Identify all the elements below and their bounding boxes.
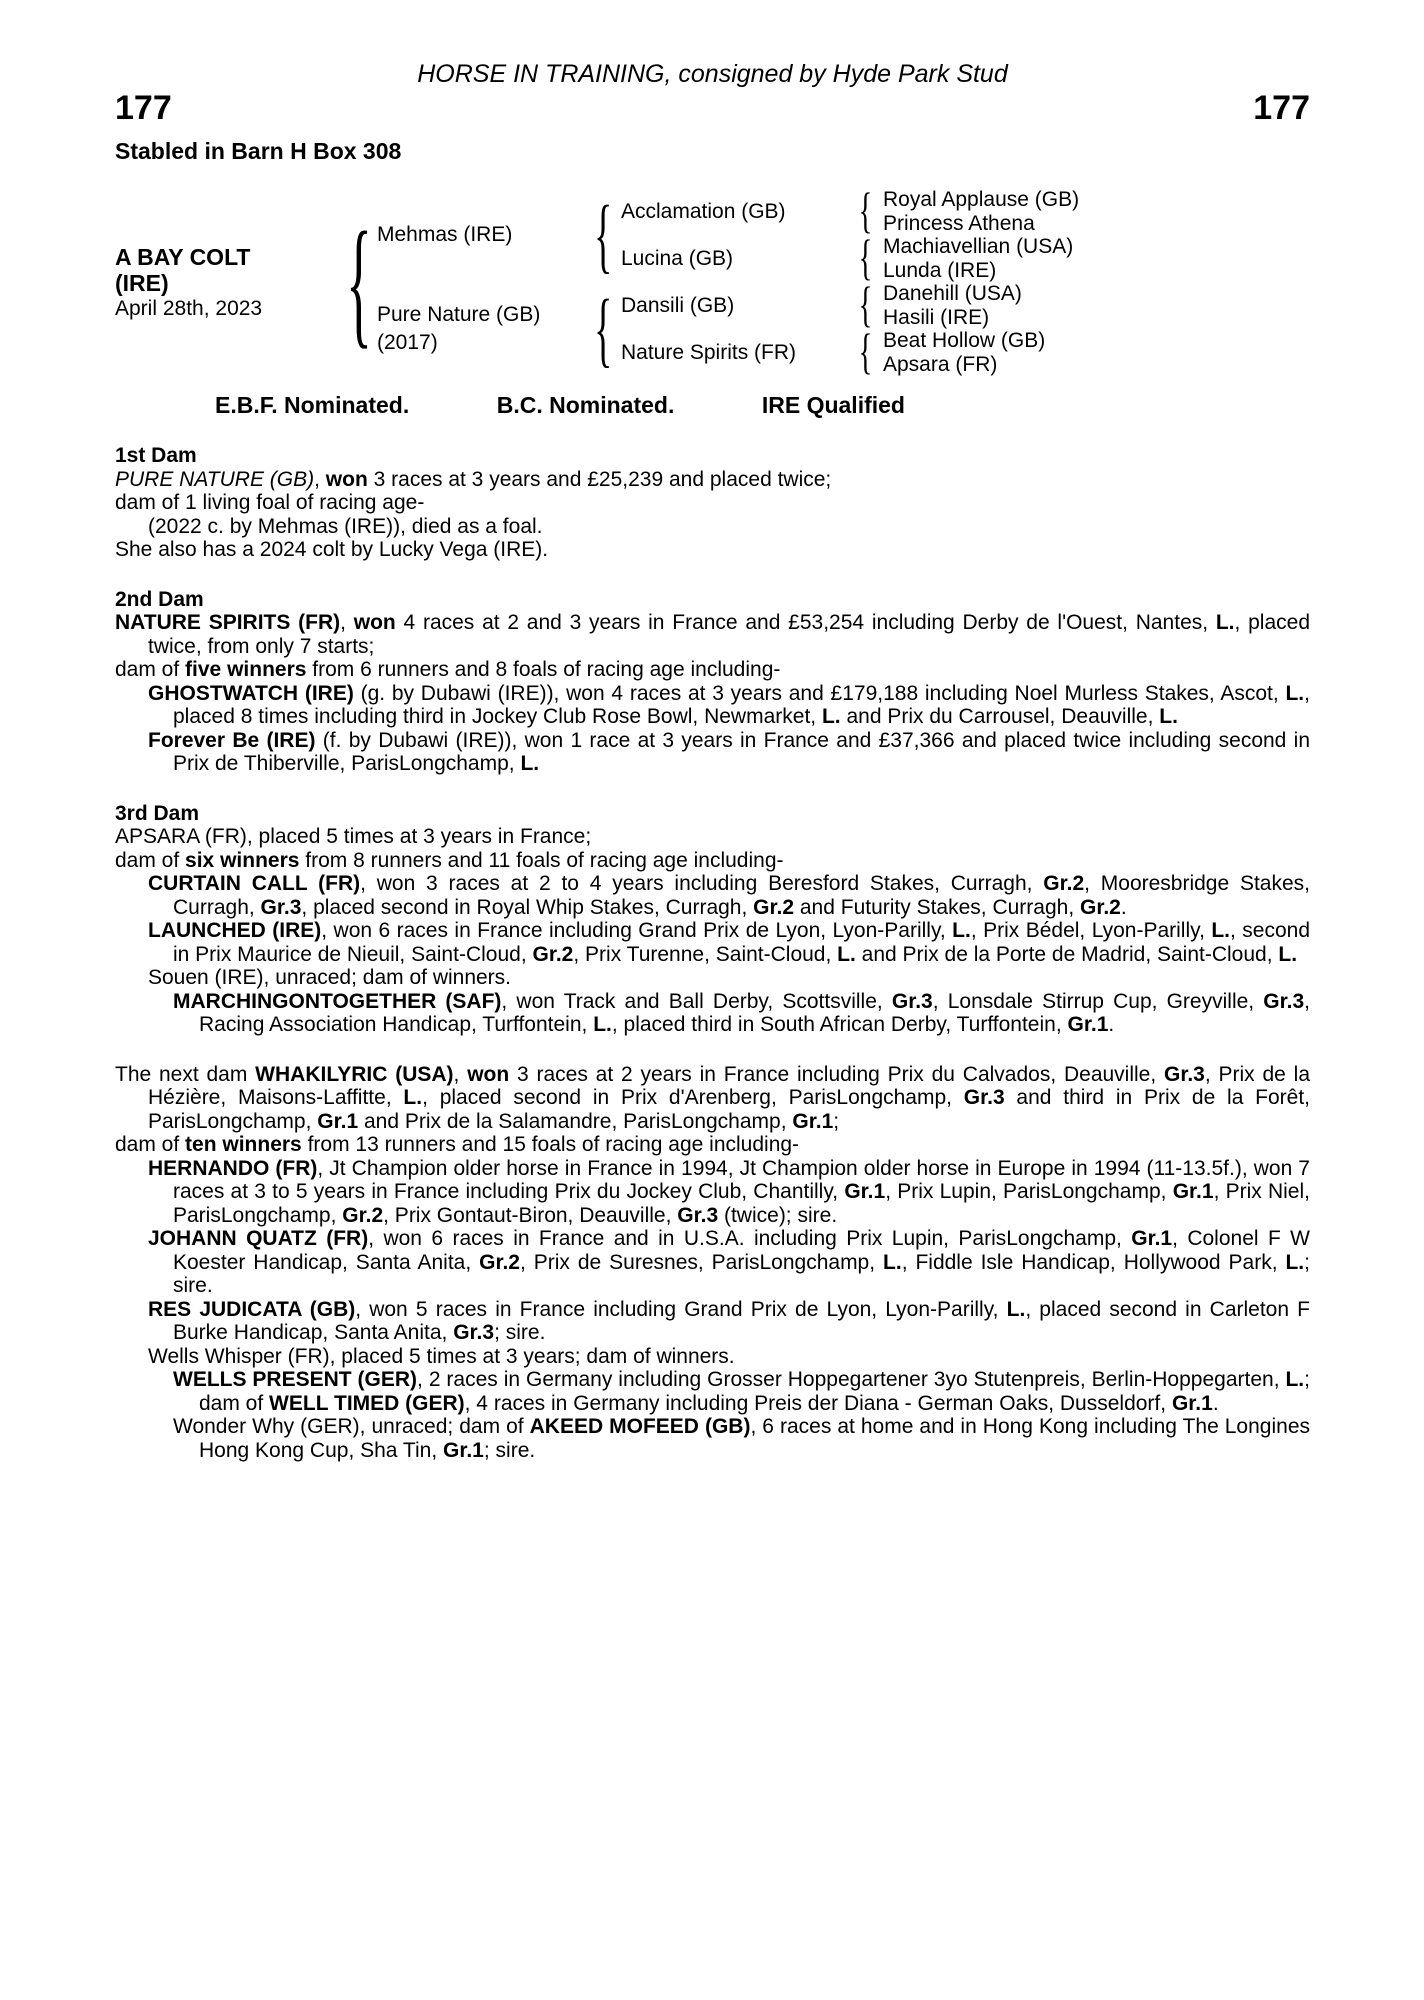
text-run: L.	[1215, 611, 1235, 634]
grandparent-name: Nature Spirits (FR)	[621, 340, 797, 364]
stabled-location: Stabled in Barn H Box 308	[115, 138, 402, 164]
text-run: (2022 c. by Mehmas (IRE)), died as a foal.	[148, 514, 543, 538]
section-next-dam	[115, 1063, 1310, 1463]
text-run: L.	[1285, 1368, 1305, 1391]
text-run: 4 races at 2 and 3 years in France and £53,254 including Derby de l'Ouest, Nantes,	[395, 611, 1216, 634]
text-run: , Mooresbridge Stakes, Curragh,	[173, 872, 1311, 919]
brace-icon	[585, 188, 621, 282]
text-run: PURE NATURE (GB)	[115, 467, 315, 491]
pedigree-line	[115, 1133, 1310, 1157]
text-run: , placed second in Royal Whip Stakes, Curragh,	[301, 895, 754, 919]
text-run: Gr.2	[753, 895, 795, 919]
lot-number-right: 177	[1253, 89, 1310, 127]
text-run: six winners	[185, 848, 300, 872]
pedigree-line	[115, 491, 1310, 515]
text-run: , won Track and Ball Derby, Scottsville,	[501, 989, 892, 1013]
text-run: Gr.1	[1172, 1180, 1214, 1203]
text-run: L.	[1285, 1250, 1305, 1274]
pedigree-line	[115, 1415, 1310, 1462]
lot-number-row	[115, 90, 1310, 126]
text-run: , second in Prix Maurice de Nieuil, Saint-Cloud,	[173, 919, 1311, 966]
text-run: , Racing Association Handicap, Turffontein,	[199, 989, 1310, 1036]
pedigree-line	[115, 515, 1310, 539]
text-run: (f. by Dubawi (IRE)), won 1 race at 3 years in France and £37,366 and placed twice including second in Prix de Thiberville, ParisLongchamp,	[173, 728, 1310, 775]
text-run: L.	[821, 705, 841, 728]
section-first-dam	[115, 444, 1310, 562]
text-run: APSARA (FR), placed 5 times at 3 years in France;	[115, 825, 592, 848]
text-run: , won 6 races in France and in U.S.A. including Prix Lupin, ParisLongchamp,	[368, 1227, 1132, 1250]
brace-icon	[847, 282, 883, 329]
text-run: WHAKILYRIC (USA)	[255, 1062, 454, 1086]
text-run: from 13 runners and 15 foals of racing age including-	[301, 1133, 800, 1156]
text-run: , won 6 races in France including Grand Prix de Lyon, Lyon-Parilly,	[321, 919, 953, 942]
sire-name: Mehmas (IRE)	[377, 223, 513, 247]
nomination-ebf: E.B.F. Nominated.	[215, 392, 410, 418]
text-run: GHOSTWATCH (IRE)	[148, 681, 354, 705]
text-run: 3 races at 3 years and £25,239 and placed twice;	[367, 467, 832, 491]
pedigree-line	[115, 658, 1310, 682]
text-run: AKEED MOFEED (GB)	[529, 1415, 751, 1438]
text-run: JOHANN QUATZ (FR)	[148, 1227, 369, 1250]
text-run: and Prix du Carrousel, Deauville,	[840, 705, 1160, 728]
text-run: Gr.3	[260, 895, 302, 919]
pedigree-line	[115, 1368, 1310, 1415]
lot-number-left: 177	[115, 89, 172, 127]
text-run: ; dam of	[199, 1368, 1310, 1415]
text-run: , placed 8 times including third in Jockey Club Rose Bowl, Newmarket,	[173, 681, 1310, 728]
text-run: L.	[1211, 919, 1231, 942]
text-run: Gr.3	[891, 989, 933, 1013]
subject-block	[115, 188, 341, 376]
pedigree-line	[115, 682, 1310, 729]
text-run: , placed twice, from only 7 starts;	[148, 611, 1310, 658]
text-run: , Prix Turenne, Saint-Cloud,	[573, 942, 838, 966]
text-run: , placed third in South African Derby, Turffontein,	[611, 1013, 1068, 1036]
pedigree-line	[115, 1063, 1310, 1134]
text-run: dam of	[115, 658, 186, 681]
text-run: , Prix Lupin, ParisLongchamp,	[885, 1180, 1173, 1203]
text-run: and third in Prix de la Forêt, ParisLongchamp,	[148, 1086, 1310, 1133]
text-run: She also has a 2024 colt by Lucky Vega (IRE).	[115, 538, 549, 561]
text-run: Gr.1	[443, 1438, 484, 1462]
text-run: CURTAIN CALL (FR)	[148, 872, 361, 895]
text-run: (twice); sire.	[718, 1203, 838, 1227]
text-run: won	[467, 1062, 510, 1086]
text-run: , won 3 races at 2 to 4 years including Beresford Stakes, Curragh,	[360, 872, 1044, 895]
text-run: L.	[520, 752, 540, 775]
subject-name	[115, 244, 341, 296]
text-run: Gr.1	[317, 1109, 359, 1133]
text-run: L.	[837, 942, 856, 966]
text-run: .	[1120, 895, 1127, 919]
text-run: dam of	[115, 1133, 186, 1156]
text-run: L.	[883, 1250, 902, 1274]
text-run: , Lonsdale Stirrup Cup, Greyville,	[932, 989, 1264, 1013]
text-run: ,	[340, 611, 354, 634]
text-run: , placed second in Carleton F Burke Handicap, Santa Anita,	[173, 1297, 1311, 1344]
text-run: , Prix Bédel, Lyon-Parilly,	[970, 919, 1212, 942]
text-run: Gr.1	[1131, 1227, 1173, 1250]
brace-icon	[847, 235, 883, 282]
text-run: Gr.3	[677, 1203, 719, 1227]
pedigree-line	[115, 849, 1310, 873]
section-heading: 2nd Dam	[115, 587, 204, 611]
text-run: L.	[403, 1086, 423, 1109]
text-run: Wells Whisper (FR), placed 5 times at 3 years; dam of winners.	[148, 1344, 735, 1368]
text-run: , Prix de la Hézière, Maisons-Laffitte,	[148, 1062, 1311, 1109]
text-run: .	[1108, 1013, 1115, 1036]
text-run: , 2 races in Germany including Grosser Hoppegartener 3yo Stutenpreis, Berlin-Hoppegarten,	[417, 1368, 1286, 1391]
text-run: and Futurity Stakes, Curragh,	[794, 895, 1080, 919]
text-run: L.	[952, 919, 971, 942]
text-run: MARCHINGONTOGETHER (SAF)	[173, 989, 502, 1013]
text-run: five winners	[185, 658, 307, 681]
text-run: (g. by Dubawi (IRE)), won 4 races at 3 years and £179,188 including Noel Murless Stakes, Ascot,	[353, 681, 1286, 705]
text-run: , 4 races in Germany including Preis der Diana - German Oaks, Dusseldorf,	[464, 1391, 1172, 1415]
text-run: , Jt Champion older horse in France in 1994, Jt Champion older horse in Europe in 1994 (11-13.5f.), won 7 races at 3 to 5 years in France including Prix du Jockey Club, Chantilly,	[173, 1156, 1310, 1203]
section-heading: 3rd Dam	[115, 801, 200, 825]
brace-icon	[847, 188, 883, 235]
pedigree-line	[115, 1298, 1310, 1345]
text-run: Gr.1	[792, 1109, 834, 1133]
pedigree-line	[115, 611, 1310, 658]
text-run: , won 5 races in France including Grand Prix de Lyon, Lyon-Parilly,	[355, 1297, 1007, 1321]
text-run: .	[1212, 1391, 1219, 1415]
text-run: WELL TIMED (GER)	[269, 1391, 465, 1415]
section-second-dam	[115, 588, 1310, 776]
text-run: Gr.3	[1263, 989, 1305, 1013]
text-run: dam of	[115, 848, 186, 872]
text-run: from 6 runners and 8 foals of racing age including-	[306, 658, 781, 681]
brace-icon	[847, 329, 883, 376]
pedigree-line	[115, 990, 1310, 1037]
pedigree-line	[115, 872, 1310, 919]
text-run: Gr.1	[844, 1180, 886, 1203]
text-run: ,	[453, 1062, 468, 1086]
text-run: , placed second in Prix d'Arenberg, ParisLongchamp,	[422, 1086, 964, 1109]
text-run: , Prix de Suresnes, ParisLongchamp,	[519, 1250, 884, 1274]
text-run: Gr.2	[532, 942, 574, 966]
great-grandparent-name: Machiavellian (USA)	[883, 235, 1074, 258]
great-grandparent-name: Danehill (USA)	[883, 282, 1022, 305]
text-run: Gr.2	[479, 1250, 520, 1274]
text-run: Gr.2	[1080, 895, 1121, 919]
text-run: L.	[1006, 1297, 1026, 1321]
brace-icon	[585, 282, 621, 376]
great-grandparent-name: Lunda (IRE)	[883, 258, 997, 282]
pedigree-line	[115, 1227, 1310, 1298]
text-run: Gr.3	[1164, 1062, 1205, 1086]
text-run: Forever Be (IRE)	[148, 728, 316, 752]
grandparent-name: Dansili (GB)	[621, 293, 735, 317]
text-run: L.	[1159, 705, 1178, 728]
text-run: Wonder Why (GER), unraced; dam of	[173, 1415, 530, 1438]
text-run: 3 races at 2 years in France including Prix du Calvados, Deauville,	[509, 1062, 1164, 1086]
pedigree-line	[115, 468, 1310, 492]
text-run: ,	[314, 467, 326, 491]
dam-name	[377, 282, 585, 376]
nomination-bc: B.C. Nominated.	[496, 392, 675, 418]
text-run: LAUNCHED (IRE)	[148, 919, 322, 942]
pedigree-line	[115, 919, 1310, 966]
text-run: dam of 1 living foal of racing age-	[115, 491, 425, 514]
grandparent-name: Acclamation (GB)	[621, 199, 786, 223]
dam-sections	[115, 444, 1310, 1462]
text-run: ten winners	[185, 1133, 302, 1156]
nominations-row	[215, 392, 905, 418]
text-run: Gr.1	[1171, 1391, 1213, 1415]
subject-name-line2: (IRE)	[115, 269, 169, 296]
pedigree-line	[115, 1345, 1310, 1369]
pedigree-line	[115, 1157, 1310, 1228]
pedigree-line	[115, 729, 1310, 776]
text-run: ; sire.	[173, 1250, 1310, 1297]
great-grandparent-name: Apsara (FR)	[883, 352, 998, 376]
text-run: NATURE SPIRITS (FR)	[115, 611, 341, 634]
text-run: and Prix de la Porte de Madrid, Saint-Cloud,	[855, 942, 1279, 966]
pedigree-table	[115, 188, 1310, 376]
nomination-ire: IRE Qualified	[761, 392, 905, 418]
great-grandparent-name: Hasili (IRE)	[883, 305, 990, 329]
text-run: Gr.2	[1043, 872, 1085, 895]
text-run: Gr.3	[963, 1086, 1005, 1109]
text-run: , Colonel F W Koester Handicap, Santa Anita,	[173, 1227, 1310, 1274]
text-run: ; sire.	[494, 1321, 546, 1344]
text-run: , Prix Gontaut-Biron, Deauville,	[383, 1203, 678, 1227]
text-run: Gr.3	[453, 1321, 495, 1344]
great-grandparent-name: Royal Applause (GB)	[883, 188, 1080, 211]
text-run: ; sire.	[483, 1438, 536, 1462]
text-run: won	[353, 611, 396, 634]
pedigree-line	[115, 825, 1310, 849]
great-grandparent-name: Beat Hollow (GB)	[883, 329, 1046, 352]
grandparent-name: Lucina (GB)	[621, 246, 734, 270]
text-run: , 6 races at home and in Hong Kong including The Longines Hong Kong Cup, Sha Tin,	[199, 1415, 1310, 1462]
text-run: WELLS PRESENT (GER)	[173, 1368, 418, 1391]
text-run: ;	[833, 1109, 840, 1133]
text-run: Souen (IRE), unraced; dam of winners.	[148, 966, 512, 989]
catalogue-title: HORSE IN TRAINING, consigned by Hyde Park Stud	[417, 60, 1008, 88]
subject-foaling-date: April 28th, 2023	[115, 296, 263, 320]
text-run: L.	[1285, 681, 1305, 705]
pedigree-line	[115, 966, 1310, 990]
section-third-dam	[115, 802, 1310, 1037]
text-run: won	[325, 467, 368, 491]
section-heading: 1st Dam	[115, 444, 197, 467]
text-run: L.	[1278, 942, 1298, 966]
text-run: Gr.2	[342, 1203, 384, 1227]
dam-name-line1: Pure Nature (GB)	[377, 303, 541, 326]
dam-year: (2017)	[377, 331, 438, 354]
text-run: RES JUDICATA (GB)	[148, 1297, 356, 1321]
text-run: , Fiddle Isle Handicap, Hollywood Park,	[901, 1250, 1286, 1274]
text-run: HERNANDO (FR)	[148, 1156, 318, 1180]
text-run: , Prix Niel, ParisLongchamp,	[173, 1180, 1310, 1227]
text-run: and Prix de la Salamandre, ParisLongchamp,	[358, 1109, 793, 1133]
text-run: from 8 runners and 11 foals of racing age including-	[299, 848, 784, 872]
subject-name-line1: A BAY COLT	[115, 243, 251, 270]
pedigree-line	[115, 538, 1310, 562]
text-run: Gr.1	[1067, 1013, 1109, 1036]
brace-icon	[341, 188, 377, 376]
great-grandparent-name: Princess Athena	[883, 211, 1035, 235]
text-run: The next dam	[115, 1062, 256, 1086]
text-run: L.	[593, 1013, 612, 1036]
